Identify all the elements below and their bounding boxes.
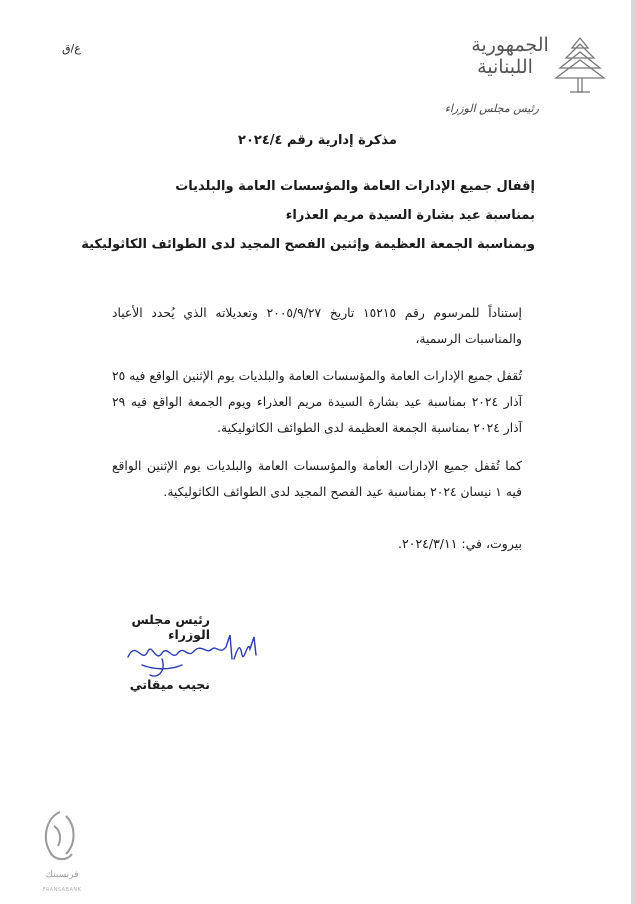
page-edge bbox=[631, 0, 635, 904]
memo-number: مذكرة إدارية رقم ٢٠٢٤/٤ bbox=[238, 133, 397, 148]
memo-title bbox=[81, 172, 535, 259]
place-date: بيروت، في: ٢٠٢٤/٣/١١. bbox=[398, 536, 522, 551]
paragraph-closure-march: تُقفل جميع الإدارات العامة والمؤسسات العامة والبلديات يوم الإثنين الواقع فيه ٢٥ آذار ٢٠٢٤ بمناسبة عيد بشارة السيدة مريم العذراء ويوم الجمعة الواقع فيه ٢٩ آذار ٢٠٢٤ بمناسبة الجمعة العظيمة لدى الطوائف الكاثوليكية. bbox=[112, 369, 522, 435]
title-line: وبمناسبة الجمعة العظيمة وإثنين الفصح المجيد لدى الطوائف الكاثوليكية bbox=[81, 237, 535, 252]
title-line: بمناسبة عيد بشارة السيدة مريم العذراء bbox=[285, 208, 535, 223]
republic-line2: اللبنانية bbox=[477, 56, 533, 78]
handwritten-signature bbox=[122, 625, 262, 683]
reference-code: ع/ق bbox=[62, 42, 81, 55]
bank-name-latin: FRANSABANK bbox=[42, 887, 82, 893]
signatory-title: رئيس مجلس الوزراء bbox=[131, 612, 210, 642]
republic-title bbox=[465, 34, 555, 78]
bank-name: فرنسبنك bbox=[45, 870, 79, 880]
republic-line1: الجمهورية bbox=[471, 34, 549, 56]
signatory-name: نجيب ميقاتي bbox=[129, 677, 210, 692]
title-line: إقفال جميع الإدارات العامة والمؤسسات العامة والبلديات bbox=[175, 179, 535, 194]
paragraph-closure-april: كما تُقفل جميع الإدارات العامة والمؤسسات العامة والبلديات يوم الإثنين الواقع فيه ١ نيسان ٢٠٢٤ بمناسبة عيد الفصح المجيد لدى الطوائف الكاثوليكية. bbox=[112, 459, 522, 499]
office-name: رئيس مجلس الوزراء bbox=[444, 102, 539, 115]
paragraph-decree: إستناداً للمرسوم رقم ١٥٢١٥ تاريخ ٢٠٠٥/٩/٢٧ وتعديلاته الذي يُحدد الأعياد والمناسبات الرسمية، bbox=[112, 306, 522, 346]
cedar-emblem-icon bbox=[552, 34, 608, 96]
